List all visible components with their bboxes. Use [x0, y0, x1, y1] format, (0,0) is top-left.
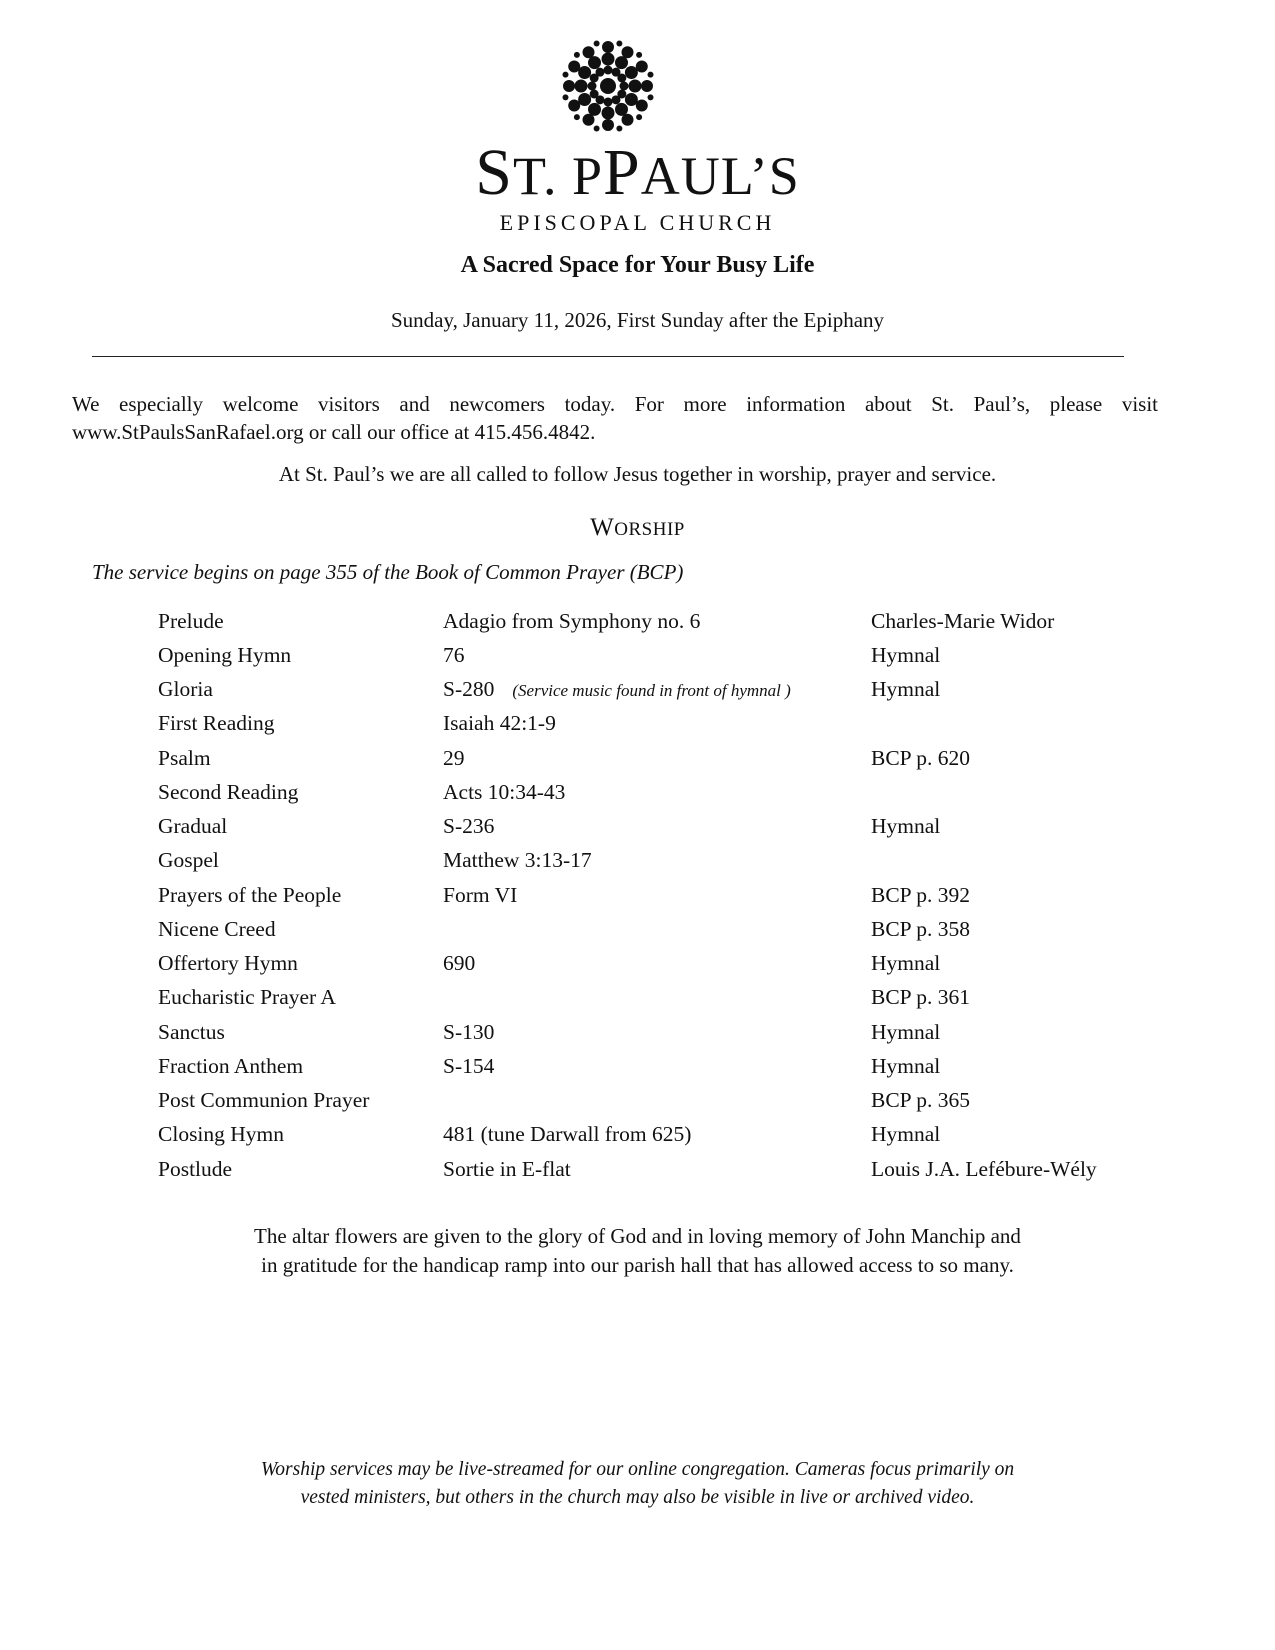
service-item: [443, 741, 871, 775]
altar-flowers-note: [0, 1222, 1275, 1280]
service-source: Hymnal: [871, 677, 941, 702]
service-source: [871, 775, 1097, 809]
service-source: Hymnal: [871, 1019, 941, 1044]
service-row: [158, 947, 1097, 981]
service-item-text: Matthew 3:13-17: [443, 848, 592, 873]
service-item-text: Form VI: [443, 882, 518, 907]
service-item-text: S-154: [443, 1053, 495, 1078]
service-part: Gradual: [158, 814, 228, 839]
service-source: [871, 844, 1097, 878]
service-source: BCP p. 365: [871, 1088, 970, 1113]
service-source: Hymnal: [871, 1053, 941, 1078]
service-row: [158, 707, 1097, 741]
service-item-note: (Service music found in front of hymnal ): [512, 681, 791, 701]
mission-text: At St. Paul’s we are all called to follow Jesus together in worship, prayer and service.: [278, 462, 997, 486]
service-item: [443, 844, 871, 878]
service-item-text: S-130: [443, 1019, 495, 1044]
service-source: [871, 707, 1097, 741]
date-line: Sunday, January 11, 2026, First Sunday after the Epiphany: [390, 308, 885, 332]
service-item-text: 29: [443, 745, 465, 770]
service-row: [158, 638, 1097, 672]
service-row: [158, 1015, 1097, 1049]
service-row: [158, 1084, 1097, 1118]
service-row: [158, 673, 1097, 707]
service-part: First Reading: [158, 711, 275, 736]
service-row: [158, 775, 1097, 809]
service-row: [158, 604, 1097, 638]
service-item: [443, 673, 871, 707]
service-item-text: Adagio from Symphony no. 6: [443, 608, 701, 633]
livestream-line: Worship services may be live-streamed for our online congregation. Cameras focus primarily on: [260, 1459, 1015, 1480]
church-subtitle: EPISCOPAL CHURCH: [499, 210, 776, 235]
service-part: Prelude: [158, 608, 224, 633]
service-part: Post Communion Prayer: [158, 1088, 370, 1113]
service-item: [443, 638, 871, 672]
service-row: [158, 912, 1097, 946]
service-source: Hymnal: [871, 642, 941, 667]
service-source: BCP p. 358: [871, 916, 970, 941]
order-of-service: [158, 604, 1097, 1186]
divider: [92, 356, 1124, 357]
altar-flowers-line: The altar flowers are given to the glory of God and in loving memory of John Manchip and: [254, 1224, 1021, 1248]
service-part: Gospel: [158, 848, 219, 873]
service-row: [158, 844, 1097, 878]
service-item: [443, 810, 871, 844]
section-heading-worship: WORSHIP: [590, 514, 685, 541]
service-item: [443, 604, 871, 638]
service-item-text: 690: [443, 951, 476, 976]
service-item-text: 76: [443, 642, 465, 667]
service-item-text: Acts 10:34-43: [443, 779, 566, 804]
service-part: Prayers of the People: [158, 882, 342, 907]
service-item: [443, 1152, 871, 1186]
service-item: [443, 1015, 871, 1049]
service-source: Louis J.A. Lefébure-Wély: [871, 1156, 1097, 1181]
service-item: [443, 878, 871, 912]
service-source: BCP p. 361: [871, 985, 970, 1010]
service-row: [158, 878, 1097, 912]
service-part: Closing Hymn: [158, 1122, 285, 1147]
service-part: Psalm: [158, 745, 211, 770]
service-source: Charles-Marie Widor: [871, 608, 1055, 633]
service-item: [443, 775, 871, 809]
service-part: Opening Hymn: [158, 642, 292, 667]
service-row: [158, 1118, 1097, 1152]
service-row: [158, 741, 1097, 775]
service-item: [443, 707, 871, 741]
service-item: [443, 912, 871, 946]
altar-flowers-line: in gratitude for the handicap ramp into our parish hall that has allowed access to so many.: [261, 1253, 1014, 1277]
tagline: A Sacred Space for Your Busy Life: [460, 252, 815, 278]
livestream-line: vested ministers, but others in the church may also be visible in live or archived video.: [300, 1487, 975, 1508]
service-part: Sanctus: [158, 1019, 225, 1044]
service-part: Eucharistic Prayer A: [158, 985, 336, 1010]
service-part: Postlude: [158, 1156, 233, 1181]
service-note: The service begins on page 355 of the Book of Common Prayer (BCP): [92, 560, 684, 584]
service-item: [443, 1118, 871, 1152]
service-item-text: Sortie in E-flat: [443, 1156, 571, 1181]
welcome-text: We especially welcome visitors and newcomers today. For more information about St. Paul’s, please visit www.StPaulsSanRafael.org or call our office at 415.456.4842.: [72, 392, 1158, 444]
service-source: BCP p. 620: [871, 745, 970, 770]
service-source: Hymnal: [871, 1122, 941, 1147]
service-part: Fraction Anthem: [158, 1053, 304, 1078]
service-item: [443, 947, 871, 981]
service-item: [443, 981, 871, 1015]
livestream-notice: [0, 1456, 1275, 1512]
service-item-text: 481 (tune Darwall from 625): [443, 1122, 692, 1147]
service-item: [443, 1049, 871, 1083]
service-part: Gloria: [158, 677, 213, 702]
service-item-text: S-280: [443, 677, 495, 702]
service-item: [443, 1084, 871, 1118]
church-name: ST. PPAUL’S: [475, 136, 800, 209]
service-row: [158, 810, 1097, 844]
service-part: Offertory Hymn: [158, 951, 298, 976]
rose-window-logo: [555, 38, 661, 134]
service-part: Second Reading: [158, 779, 299, 804]
service-source: Hymnal: [871, 814, 941, 839]
service-source: BCP p. 392: [871, 882, 970, 907]
service-row: [158, 1152, 1097, 1186]
service-part: Nicene Creed: [158, 916, 276, 941]
service-row: [158, 1049, 1097, 1083]
service-row: [158, 981, 1097, 1015]
service-item-text: S-236: [443, 814, 495, 839]
service-item-text: Isaiah 42:1-9: [443, 711, 556, 736]
service-source: Hymnal: [871, 951, 941, 976]
